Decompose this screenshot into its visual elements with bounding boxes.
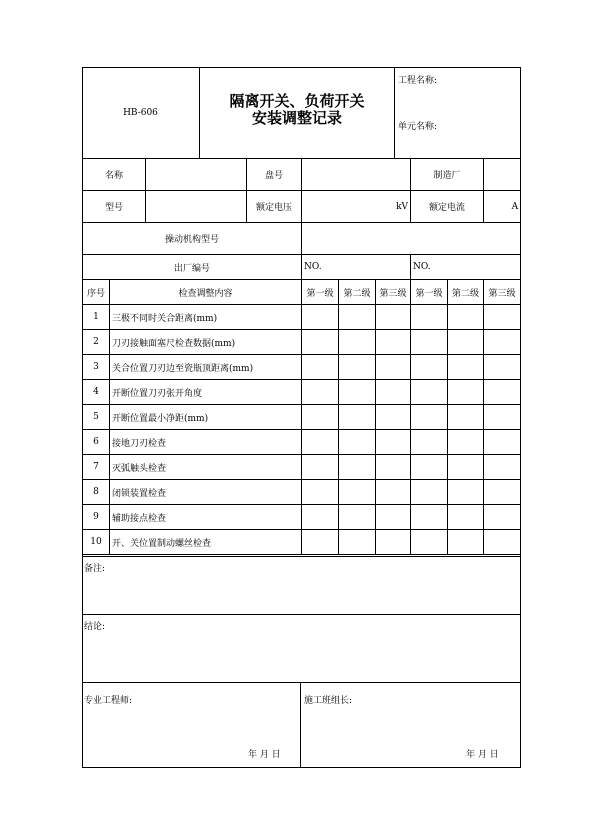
level-cell[interactable] bbox=[302, 480, 339, 505]
level-cell[interactable] bbox=[484, 505, 521, 530]
level-cell[interactable] bbox=[484, 530, 521, 555]
level-cell[interactable] bbox=[302, 505, 339, 530]
level-cell[interactable] bbox=[376, 305, 411, 330]
title-line-1: 隔离开关、负荷开关 bbox=[229, 92, 365, 110]
level-cell[interactable] bbox=[376, 355, 411, 380]
engineer-date: 年 月 日 bbox=[248, 750, 281, 760]
engineer-label: 专业工程师: bbox=[84, 696, 133, 706]
level-header: 第三级 bbox=[484, 280, 521, 305]
level-cell[interactable] bbox=[484, 455, 521, 480]
level-cell[interactable] bbox=[302, 355, 339, 380]
leader-date: 年 月 日 bbox=[466, 750, 499, 760]
rated-voltage-label: 额定电压 bbox=[247, 191, 302, 223]
level-cell[interactable] bbox=[411, 430, 448, 455]
row-number: 7 bbox=[83, 455, 110, 480]
level-header: 第二级 bbox=[339, 280, 376, 305]
level-cell[interactable] bbox=[411, 505, 448, 530]
level-cell[interactable] bbox=[376, 380, 411, 405]
level-cell[interactable] bbox=[448, 505, 484, 530]
level-cell[interactable] bbox=[302, 380, 339, 405]
name-field[interactable] bbox=[146, 159, 247, 191]
row-item: 辅助接点检查 bbox=[110, 505, 302, 530]
conclusion-section bbox=[82, 614, 520, 632]
conclusion-label: 结论: bbox=[84, 622, 106, 632]
check-rows bbox=[83, 305, 521, 555]
table-row bbox=[83, 405, 521, 430]
level-cell[interactable] bbox=[376, 505, 411, 530]
row-item: 接地刀刃检查 bbox=[110, 430, 302, 455]
table-row bbox=[83, 355, 521, 380]
serial-no-1[interactable]: NO. bbox=[302, 255, 411, 280]
row-item: 灭弧触头检查 bbox=[110, 455, 302, 480]
level-cell[interactable] bbox=[302, 430, 339, 455]
level-cell[interactable] bbox=[302, 330, 339, 355]
level-cell[interactable] bbox=[448, 530, 484, 555]
level-cell[interactable] bbox=[302, 530, 339, 555]
row-number: 3 bbox=[83, 355, 110, 380]
level-cell[interactable] bbox=[376, 480, 411, 505]
level-header: 第一级 bbox=[411, 280, 448, 305]
row-number: 1 bbox=[83, 305, 110, 330]
row-number: 8 bbox=[83, 480, 110, 505]
form-header bbox=[82, 67, 520, 158]
project-name-label: 工程名称: bbox=[398, 76, 438, 86]
level-cell[interactable] bbox=[411, 380, 448, 405]
level-cell[interactable] bbox=[484, 305, 521, 330]
level-cell[interactable] bbox=[339, 505, 376, 530]
inspection-form bbox=[82, 67, 520, 767]
level-cell[interactable] bbox=[411, 480, 448, 505]
level-cell[interactable] bbox=[376, 430, 411, 455]
level-cell[interactable] bbox=[484, 430, 521, 455]
level-cell[interactable] bbox=[411, 530, 448, 555]
title-line-2: 安装调整记录 bbox=[251, 109, 342, 127]
panel-field[interactable] bbox=[302, 159, 411, 191]
level-cell[interactable] bbox=[484, 380, 521, 405]
voltage-unit: kV bbox=[396, 201, 409, 212]
row-item: 刀刃接触面塞尺检查数据(mm) bbox=[110, 330, 302, 355]
signature-section bbox=[82, 682, 520, 760]
remarks-label: 备注: bbox=[84, 564, 106, 574]
row-number: 2 bbox=[83, 330, 110, 355]
level-cell[interactable] bbox=[376, 455, 411, 480]
row-item: 三极不同时关合距离(mm) bbox=[110, 305, 302, 330]
current-unit: A bbox=[511, 201, 519, 212]
level-cell[interactable] bbox=[411, 355, 448, 380]
row-item: 开断位置刀刃张开角度 bbox=[110, 380, 302, 405]
table-row bbox=[83, 380, 521, 405]
table-row bbox=[83, 305, 521, 330]
level-cell[interactable] bbox=[339, 430, 376, 455]
form-title bbox=[200, 93, 394, 127]
level-cell[interactable] bbox=[448, 405, 484, 430]
signature-divider bbox=[300, 682, 301, 767]
level-cell[interactable] bbox=[339, 455, 376, 480]
row-number: 9 bbox=[83, 505, 110, 530]
col-seq-header: 序号 bbox=[83, 280, 110, 305]
mechanism-model-field[interactable] bbox=[302, 223, 521, 255]
maker-label: 制造厂 bbox=[411, 159, 484, 191]
row-number: 6 bbox=[83, 430, 110, 455]
mechanism-model-label: 操动机构型号 bbox=[83, 223, 302, 255]
level-cell[interactable] bbox=[339, 330, 376, 355]
table-row bbox=[83, 330, 521, 355]
level-cell[interactable] bbox=[484, 405, 521, 430]
level-header: 第二级 bbox=[448, 280, 484, 305]
level-cell[interactable] bbox=[302, 305, 339, 330]
level-cell[interactable] bbox=[339, 355, 376, 380]
record-table bbox=[82, 158, 521, 555]
level-cell[interactable] bbox=[448, 480, 484, 505]
level-cell[interactable] bbox=[339, 380, 376, 405]
row-number: 4 bbox=[83, 380, 110, 405]
level-cell[interactable] bbox=[411, 455, 448, 480]
table-row bbox=[83, 455, 521, 480]
row-item: 开、关位置制动螺丝检查 bbox=[110, 530, 302, 555]
level-cell[interactable] bbox=[376, 405, 411, 430]
row-item: 闭锁装置检查 bbox=[110, 480, 302, 505]
model-label: 型号 bbox=[83, 191, 146, 223]
level-cell[interactable] bbox=[484, 480, 521, 505]
level-cell[interactable] bbox=[376, 330, 411, 355]
panel-label: 盘号 bbox=[247, 159, 302, 191]
level-cell[interactable] bbox=[448, 455, 484, 480]
model-field[interactable] bbox=[146, 191, 247, 223]
level-cell[interactable] bbox=[411, 405, 448, 430]
serial-no-2[interactable]: NO. bbox=[411, 255, 521, 280]
row-item: 开断位置最小净距(mm) bbox=[110, 405, 302, 430]
header-divider bbox=[394, 67, 395, 158]
col-item-header: 检查调整内容 bbox=[110, 280, 302, 305]
form-code: HB-606 bbox=[123, 107, 158, 118]
level-cell[interactable] bbox=[339, 530, 376, 555]
level-cell[interactable] bbox=[484, 355, 521, 380]
level-cell[interactable] bbox=[411, 305, 448, 330]
level-header: 第三级 bbox=[376, 280, 411, 305]
row-number: 5 bbox=[83, 405, 110, 430]
rated-current-label: 额定电流 bbox=[411, 191, 484, 223]
table-row bbox=[83, 430, 521, 455]
level-cell[interactable] bbox=[448, 430, 484, 455]
row-item: 关合位置刀刃边至瓷瓶顶距离(mm) bbox=[110, 355, 302, 380]
serial-number-label: 出厂编号 bbox=[83, 255, 302, 280]
table-row bbox=[83, 505, 521, 530]
level-cell[interactable] bbox=[448, 305, 484, 330]
row-number: 10 bbox=[83, 530, 110, 555]
table-row bbox=[83, 480, 521, 505]
level-cell[interactable] bbox=[339, 480, 376, 505]
remarks-section bbox=[82, 556, 520, 574]
leader-label: 施工班组长: bbox=[304, 696, 353, 706]
table-row bbox=[83, 530, 521, 555]
level-cell[interactable] bbox=[376, 530, 411, 555]
level-cell[interactable] bbox=[448, 330, 484, 355]
rated-current-field[interactable] bbox=[484, 191, 521, 223]
maker-field[interactable] bbox=[484, 159, 521, 191]
unit-name-label: 单元名称: bbox=[398, 122, 438, 132]
level-cell[interactable] bbox=[339, 305, 376, 330]
rated-voltage-field[interactable] bbox=[302, 191, 411, 223]
level-cell[interactable] bbox=[339, 405, 376, 430]
level-cell[interactable] bbox=[411, 330, 448, 355]
level-cell[interactable] bbox=[484, 330, 521, 355]
level-header: 第一级 bbox=[302, 280, 339, 305]
name-label: 名称 bbox=[83, 159, 146, 191]
level-cell[interactable] bbox=[448, 380, 484, 405]
level-cell[interactable] bbox=[302, 455, 339, 480]
level-cell[interactable] bbox=[302, 405, 339, 430]
level-cell[interactable] bbox=[448, 355, 484, 380]
